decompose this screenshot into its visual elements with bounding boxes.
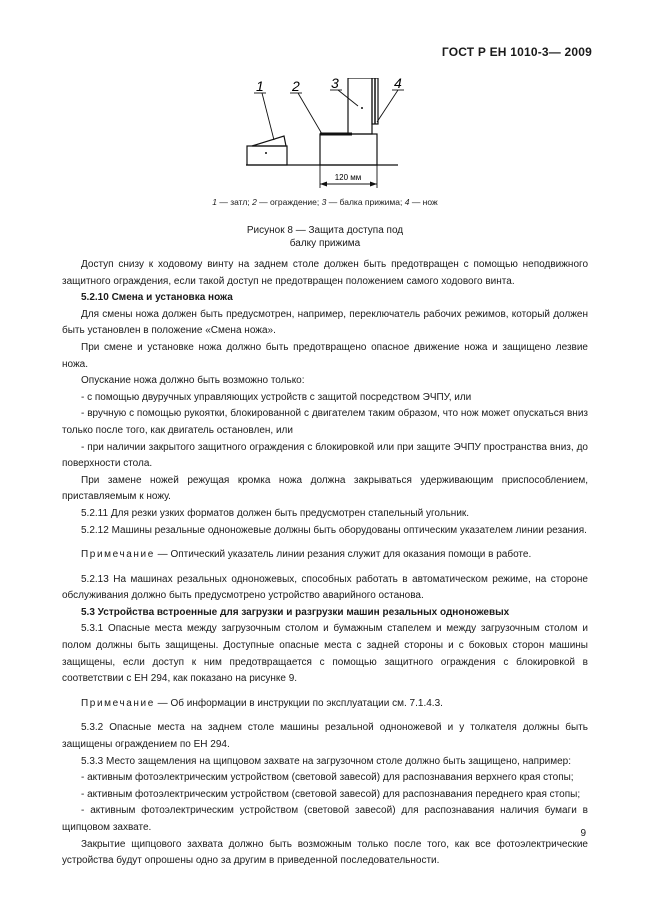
- body-text: [62, 257, 588, 870]
- paragraph: 5.3.3 Место защемления на щипцовом захвате на загрузочном столе должно быть защищено, например:: [81, 755, 572, 767]
- paragraph: При смене и установке ножа должно быть предотвращено опасное движение ножа и защищено лезвие ножа.: [62, 341, 588, 370]
- list-item: - вручную с помощью рукоятки, блокированной с двигателем таким образом, что нож может опускаться вниз только после того, как двигатель остановлен, или: [62, 408, 588, 436]
- item-3-beam: [348, 78, 372, 134]
- label-4: 4: [394, 78, 402, 91]
- item-2-guard: [320, 134, 377, 165]
- label-2: 2: [292, 78, 300, 94]
- list-item: - с помощью двуручных управляющих устройств с защитой посредством ЭЧПУ, или: [81, 391, 472, 403]
- label-1: 1: [256, 78, 264, 94]
- label-3: 3: [331, 78, 339, 91]
- figure-legend: 1 — затл; 2 — ограждение; 3 — балка прижима; 4 — нож: [212, 197, 438, 207]
- note-label: Примечание: [81, 697, 155, 709]
- paragraph: Опускание ножа должно быть возможно только:: [81, 375, 305, 387]
- item-1-base: [247, 146, 287, 165]
- page-number: 9: [580, 828, 586, 839]
- paragraph: Закрытие щипцового захвата должно быть возможным только после того, как все фотоэлектрические устройства будут опрошены одно за другим в приведенной последовательности.: [62, 838, 588, 867]
- paragraph: Для смены ножа должен быть предусмотрен, например, переключатель рабочих режимов, который должен быть установлен в положение «Смена ножа».: [62, 308, 588, 337]
- paragraph: 5.2.12 Машины резальные одноножевые должны быть оборудованы оптическим указателем линии резания.: [81, 524, 587, 536]
- list-item: - активным фотоэлектрическим устройством (световой завесой) для распознавания переднего края стопы;: [81, 788, 581, 800]
- item-1-wedge: [252, 136, 286, 146]
- figure-caption: Рисунок 8 — Защита доступа под балку прижима: [246, 225, 404, 249]
- section-heading-5-2-10: 5.2.10 Смена и установка ножа: [81, 292, 233, 304]
- list-item: - активным фотоэлектрическим устройством (световой завесой) для распознавания верхнего края стопы;: [81, 772, 574, 784]
- note-label: Примечание: [81, 549, 155, 561]
- section-heading-5-3: 5.3 Устройства встроенные для загрузки и разгрузки машин резальных одноножевых: [81, 606, 510, 618]
- figure-8-drawing: [240, 78, 410, 193]
- dimension-label: 120 мм: [334, 173, 362, 182]
- list-item: - при наличии закрытого защитного ограждения с блокировкой или при защите ЭЧПУ пространства вниз, до поверхности стола.: [62, 441, 588, 470]
- paragraph: 5.2.13 На машинах резальных одноножевых, способных работать в автоматическом режиме, на стороне обслуживания должно быть предусмотрено устройство аварийного останова.: [62, 573, 588, 602]
- paragraph: 5.3.1 Опасные места между загрузочным столом и бумажным стапелем и между загрузочным столом и полом должны быть защищены. Доступные опасные места с задней стороны и с боковых сторон машины защищены, если доступ к ним предотвращается с помощью защитного ограждения с блокировкой в соответствии с ЕН 294, как показано на рисунке 9.: [62, 623, 588, 685]
- document-header: ГОСТ Р ЕН 1010-3— 2009: [441, 45, 592, 59]
- note: Примечание — Оптический указатель линии резания служит для оказания помощи в работе.: [81, 549, 532, 561]
- list-item: - активным фотоэлектрическим устройством (световой завесой) для распознавания наличия бумаги в щипцовом захвате.: [62, 805, 588, 833]
- paragraph: 5.2.11 Для резки узких форматов должен быть предусмотрен стапельный угольник.: [81, 507, 470, 519]
- paragraph: 5.3.2 Опасные места на заднем столе машины резальной одноножевой и у толкателя должны быть защищены ограждением по ЕН 294.: [62, 722, 588, 751]
- paragraph: При замене ножей режущая кромка ножа должна закрываться удерживающим приспособлением, приставляемым к ножу.: [62, 474, 588, 503]
- paragraph: Доступ снизу к ходовому винту на заднем столе должен быть предотвращен с помощью неподвижного защитного ограждения, если такой доступ не предотвращен положением самого ходового винта.: [62, 259, 588, 287]
- note: Примечание — Об информации в инструкции по эксплуатации см. 7.1.4.3.: [81, 697, 443, 709]
